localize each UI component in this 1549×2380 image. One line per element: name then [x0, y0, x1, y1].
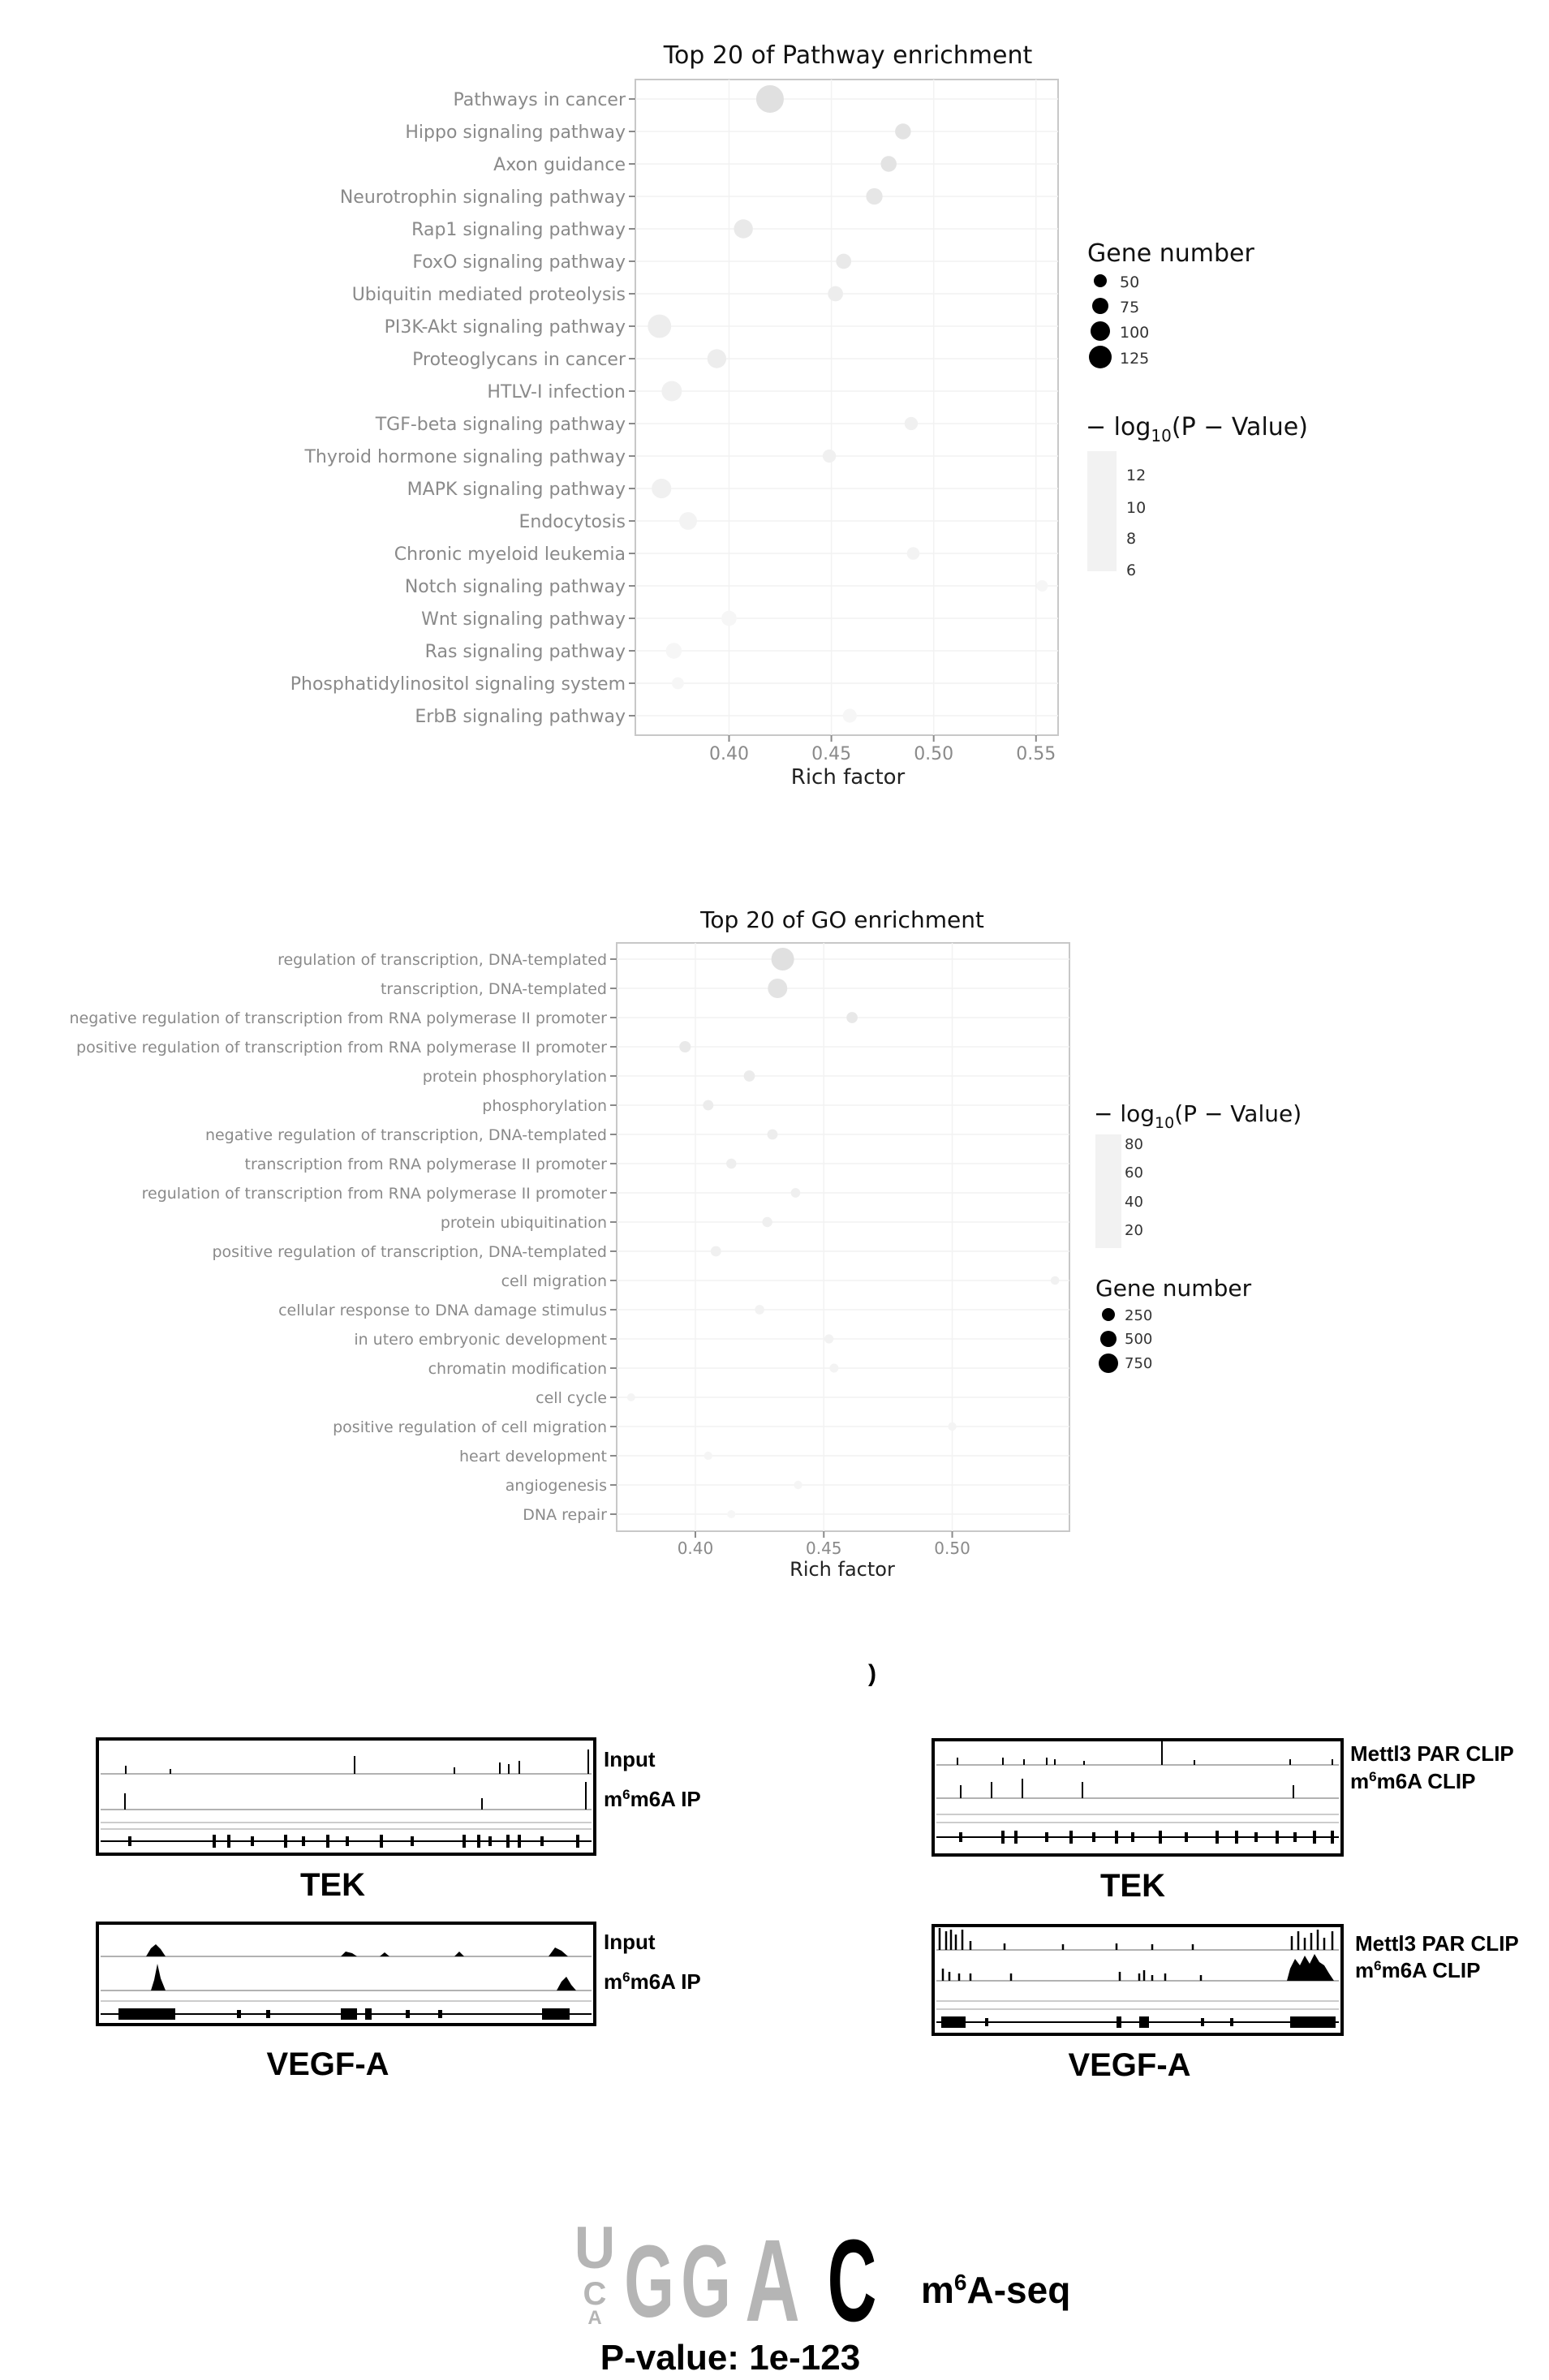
color-legend-value: 10	[1126, 499, 1147, 517]
category-label: Endocytosis	[518, 511, 626, 532]
data-point	[895, 123, 910, 139]
category-label: Pathways in cancer	[453, 89, 626, 110]
motif-letter-a-low: A	[587, 2307, 602, 2329]
gene-exon	[1230, 2018, 1233, 2026]
x-tick-label: 0.50	[934, 1539, 970, 1558]
data-point	[627, 1393, 635, 1401]
motif-letter-a: A	[745, 2214, 800, 2346]
category-label: DNA repair	[523, 1505, 607, 1524]
data-point	[880, 156, 896, 171]
color-legend-value: 40	[1125, 1194, 1143, 1211]
color-legend-value: 60	[1125, 1164, 1143, 1181]
data-point	[661, 381, 682, 402]
category-label: cellular response to DNA damage stimulus	[278, 1301, 607, 1319]
track-frame	[933, 1926, 1342, 2034]
go-x-ticks	[678, 1531, 970, 1558]
track-label: $m^6m6A$ IP	[604, 1787, 701, 1811]
track-label: $m^6m6A$ CLIP	[1350, 1769, 1476, 1793]
category-label: positive regulation of transcription, DNA-templated	[212, 1242, 607, 1261]
category-label: negative regulation of transcription from RNA polymerase II promoter	[69, 1009, 607, 1027]
size-legend-dot	[1094, 274, 1107, 287]
gene-exon	[237, 2010, 241, 2018]
pathway-size-legend	[1089, 273, 1149, 368]
data-point	[727, 1510, 735, 1518]
category-label: Wnt signaling pathway	[421, 609, 626, 630]
size-legend-value: 750	[1125, 1355, 1153, 1372]
track-label: Input	[604, 1930, 656, 1954]
motif-letter-g1: G	[624, 2224, 674, 2339]
x-tick-label: 0.45	[811, 744, 852, 764]
go-chart-title: Top 20 of GO enrichment	[700, 906, 984, 933]
gene-exon	[941, 2016, 966, 2028]
gene-name: TEK	[1100, 1868, 1165, 1904]
pathway-chart-title: Top 20 of Pathway enrichment	[663, 41, 1033, 70]
data-point	[824, 1334, 833, 1343]
size-legend-value: 100	[1120, 324, 1150, 342]
go-category-labels	[69, 951, 617, 1524]
category-label: cell migration	[501, 1272, 607, 1290]
category-label: MAPK signaling pathway	[407, 479, 626, 500]
data-point	[794, 1481, 802, 1489]
data-point	[666, 643, 682, 658]
category-label: negative regulation of transcription, DNA-templated	[204, 1125, 607, 1144]
color-legend-value: 12	[1126, 467, 1147, 484]
category-label: protein phosphorylation	[422, 1067, 607, 1086]
gene-exon	[1290, 2016, 1336, 2028]
motif-method-label: $m^6A$-seq	[921, 2269, 1071, 2311]
category-label: regulation of transcription, DNA-templated	[278, 950, 607, 969]
size-legend-value: 125	[1120, 350, 1150, 368]
category-label: Hippo signaling pathway	[405, 122, 626, 143]
size-legend-dot	[1102, 1308, 1115, 1321]
color-legend-value: 20	[1125, 1222, 1143, 1239]
motif-pvalue: P-value: 1e-123	[600, 2338, 861, 2378]
gene-name: TEK	[300, 1867, 365, 1903]
gene-exon	[1201, 2018, 1204, 2026]
data-point	[823, 450, 836, 463]
size-legend-value: 75	[1120, 299, 1140, 316]
category-label: heart development	[458, 1447, 607, 1465]
motif-letter-c: C	[827, 2214, 877, 2346]
track-right-tek	[933, 1740, 1514, 1904]
motif-letter-u: U	[574, 2214, 616, 2282]
data-point	[791, 1188, 801, 1198]
data-point	[726, 1159, 736, 1168]
data-point	[772, 949, 794, 970]
category-label: Notch signaling pathway	[404, 576, 626, 597]
color-legend-value: 6	[1126, 562, 1137, 579]
category-label: Ras signaling pathway	[424, 641, 626, 662]
data-point	[744, 1070, 755, 1082]
data-point	[828, 286, 843, 302]
data-point	[1051, 1276, 1060, 1285]
pathway-color-legend-title: − $\log_{10}(P$ − Value)	[1086, 413, 1308, 445]
motif-letter-c-low: C	[583, 2276, 607, 2312]
size-legend-dot	[1091, 321, 1110, 341]
size-legend-dot	[1099, 1354, 1118, 1373]
data-point	[703, 1100, 713, 1111]
panel-marker: )	[868, 1660, 876, 1687]
data-point	[866, 188, 882, 204]
data-point	[721, 611, 737, 626]
data-point	[829, 1363, 838, 1372]
track-label: Input	[604, 1747, 656, 1771]
data-point	[755, 1305, 764, 1315]
data-point	[757, 86, 783, 112]
x-tick-label: 0.40	[677, 1539, 714, 1558]
data-point	[679, 512, 697, 530]
pathway-plot-panel	[635, 80, 1058, 735]
category-label: Axon guidance	[493, 154, 626, 175]
data-point	[768, 1130, 778, 1140]
data-point	[905, 417, 918, 430]
size-legend-dot	[1092, 298, 1108, 314]
gene-exon	[1139, 2016, 1149, 2028]
track-label: $m^6m6A$ IP	[604, 1969, 701, 1994]
category-label: cell cycle	[536, 1388, 607, 1407]
gene-exon	[266, 2010, 270, 2018]
gene-exon	[985, 2018, 988, 2026]
category-label: protein ubiquitination	[440, 1213, 607, 1232]
pathway-size-legend-title: Gene number	[1087, 239, 1254, 268]
go-plot-panel	[617, 943, 1069, 1531]
gene-exon	[365, 2008, 372, 2020]
data-point	[711, 1246, 721, 1257]
data-point	[648, 315, 671, 338]
x-tick-label: 0.55	[1016, 744, 1056, 764]
gene-exon	[438, 2010, 442, 2018]
category-label: Ubiquitin mediated proteolysis	[351, 284, 626, 305]
go-enrichment-chart	[69, 906, 1302, 1581]
color-legend-value: 8	[1126, 530, 1137, 548]
x-tick-label: 0.50	[914, 744, 954, 764]
category-label: Phosphatidylinositol signaling system	[290, 674, 626, 695]
go-color-bar	[1095, 1134, 1121, 1248]
gene-name: VEGF-A	[1068, 2047, 1191, 2083]
category-label: Chronic myeloid leukemia	[394, 544, 626, 565]
pathway-x-ticks	[709, 735, 1056, 764]
track-left-tek	[97, 1739, 701, 1903]
gene-exon	[406, 2010, 410, 2018]
data-point	[846, 1012, 858, 1023]
gene-exon	[118, 2008, 175, 2020]
x-tick-label: 0.40	[708, 744, 749, 764]
track-label: Mettl3 PAR CLIP	[1350, 1741, 1514, 1766]
x-tick-label: 0.45	[805, 1539, 842, 1558]
data-point	[734, 219, 752, 238]
category-label: Proteoglycans in cancer	[412, 349, 626, 370]
motif-letter-g2: G	[681, 2224, 731, 2339]
data-point	[907, 547, 920, 560]
category-label: Rap1 signaling pathway	[411, 219, 626, 240]
track-label: $m^6m6A$ CLIP	[1355, 1958, 1481, 1982]
data-point	[1036, 580, 1048, 592]
size-legend-value: 50	[1120, 273, 1140, 291]
category-label: ErbB signaling pathway	[415, 706, 626, 727]
data-point	[836, 254, 851, 269]
category-label: PI3K-Akt signaling pathway	[384, 316, 626, 338]
gene-exon	[1117, 2016, 1121, 2028]
data-point	[679, 1041, 691, 1052]
pathway-x-axis-label: Rich factor	[790, 765, 906, 790]
motif-logo	[574, 2214, 1071, 2378]
category-label: HTLV-I infection	[487, 381, 626, 402]
category-label: positive regulation of cell migration	[333, 1418, 607, 1436]
category-label: in utero embryonic development	[354, 1330, 607, 1349]
track-right-vegfa	[933, 1926, 1519, 2083]
data-point	[843, 708, 857, 722]
category-label: positive regulation of transcription from RNA polymerase II promoter	[76, 1038, 607, 1057]
pathway-color-bar	[1087, 451, 1117, 571]
data-point	[704, 1452, 712, 1460]
category-label: FoxO signaling pathway	[412, 252, 626, 273]
gene-exon	[542, 2008, 570, 2020]
data-point	[762, 1217, 772, 1227]
pathway-enrichment-chart	[290, 41, 1308, 790]
category-label: regulation of transcription from RNA polymerase II promoter	[141, 1184, 607, 1203]
category-label: Neurotrophin signaling pathway	[339, 187, 626, 208]
category-label: phosphorylation	[482, 1096, 607, 1115]
category-label: transcription, DNA-templated	[380, 979, 607, 998]
size-legend-dot	[1089, 346, 1112, 368]
go-x-axis-label: Rich factor	[790, 1558, 895, 1581]
data-point	[672, 678, 684, 690]
track-label: Mettl3 PAR CLIP	[1355, 1931, 1519, 1956]
pathway-category-labels	[290, 90, 635, 727]
go-color-legend-title: − $\log_{10}(P$ − Value)	[1094, 1100, 1302, 1132]
gene-name: VEGF-A	[266, 2046, 389, 2082]
data-point	[652, 479, 671, 498]
size-legend-value: 250	[1125, 1307, 1153, 1324]
go-size-legend-title: Gene number	[1095, 1275, 1252, 1302]
gene-exon	[341, 2008, 357, 2020]
category-label: Thyroid hormone signaling pathway	[304, 446, 626, 467]
category-label: transcription from RNA polymerase II promoter	[244, 1155, 607, 1173]
category-label: TGF-beta signaling pathway	[375, 414, 626, 435]
size-legend-value: 500	[1125, 1331, 1153, 1348]
category-label: chromatin modification	[428, 1359, 607, 1378]
data-point	[948, 1422, 956, 1431]
track-left-vegfa	[97, 1923, 701, 2082]
color-legend-value: 80	[1125, 1136, 1143, 1153]
category-label: angiogenesis	[505, 1476, 607, 1495]
size-legend-dot	[1100, 1331, 1117, 1347]
data-point	[768, 979, 787, 998]
data-point	[708, 349, 726, 368]
